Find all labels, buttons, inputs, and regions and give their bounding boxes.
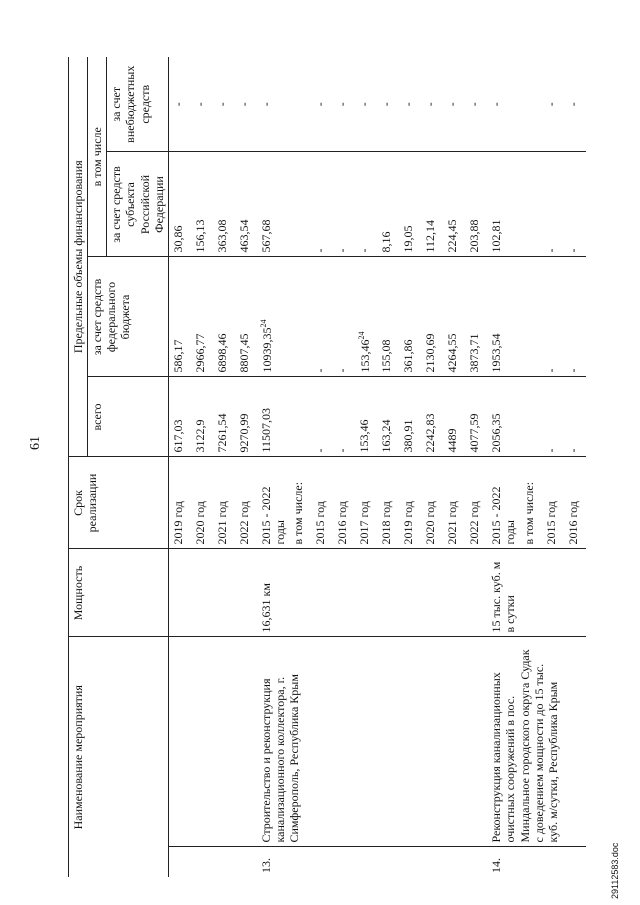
row-offbudget: -: [313, 102, 328, 107]
table-row: [168, 57, 191, 877]
row-offbudget: -: [335, 102, 350, 107]
header-subject: за счет средств субъекта Российской Федерации: [107, 152, 169, 257]
row-total: -: [333, 377, 355, 457]
row-subject: -: [564, 152, 586, 257]
header-name: Наименование мероприятия: [69, 637, 169, 877]
header-limits: Предельные объемы финансирования: [69, 57, 88, 457]
row-period: 2022 год: [465, 457, 487, 549]
row-period: 2019 год: [168, 457, 191, 549]
row-subject: 102,81: [487, 152, 519, 257]
row-name: [235, 637, 257, 847]
row-total: -: [311, 377, 333, 457]
federal-value: 10939,35: [259, 327, 274, 373]
row-total: [289, 377, 311, 457]
federal-value: 6898,46: [214, 333, 229, 373]
row-period: 2015 год: [542, 457, 564, 549]
row-federal: [520, 257, 542, 377]
federal-value: 2966,77: [192, 333, 207, 373]
row-total: 153,46: [355, 377, 377, 457]
row-capacity: [213, 549, 235, 637]
row-offbudget: -: [467, 102, 482, 107]
row-total: -: [542, 377, 564, 457]
row-total: 7261,54: [213, 377, 235, 457]
row-number: [168, 847, 191, 877]
row-subject: -: [542, 152, 564, 257]
row-total: 4077,59: [465, 377, 487, 457]
row-federal: [213, 257, 235, 377]
row-period: в том числе:: [289, 457, 311, 549]
header-offbudget: за счет внебюджетных средств: [107, 57, 169, 152]
row-name: Реконструкция канализационных очистных сооружений в пос. Миндальное городского округа Судак с доведением мощности до 15 тыс. куб. м/сутки, Республика Крым: [487, 637, 585, 847]
row-capacity: [235, 549, 257, 637]
row-offbudget: -: [445, 102, 460, 107]
row-federal: [542, 257, 564, 377]
row-subject: 224,45: [443, 152, 465, 257]
row-federal: [168, 257, 191, 377]
row-offbudget: -: [379, 102, 394, 107]
row-period: 2018 год: [377, 457, 399, 549]
federal-value: 2130,69: [423, 333, 438, 373]
row-number: [465, 847, 487, 877]
row-period: 2021 год: [213, 457, 235, 549]
row-period: 2020 год: [191, 457, 213, 549]
row-total: 9270,99: [235, 377, 257, 457]
row-period: в том числе:: [520, 457, 542, 549]
table-row: [191, 57, 213, 877]
header-capacity: Мощность: [69, 549, 169, 637]
header-federal: за счет средств федерального бюджета: [88, 257, 169, 377]
row-capacity: [191, 549, 213, 637]
row-federal: [377, 257, 399, 377]
financing-table: [68, 57, 586, 877]
row-subject: [520, 152, 542, 257]
row-number: [421, 847, 443, 877]
header-total: всего: [88, 377, 169, 457]
federal-value: 1953,54: [489, 333, 504, 373]
row-federal: [465, 257, 487, 377]
federal-value: -: [543, 368, 558, 373]
header-incl: в том числе: [88, 57, 107, 257]
row-total: 2242,83: [421, 377, 443, 457]
row-number: [311, 847, 333, 877]
row-capacity: 16,631 км: [257, 549, 487, 637]
row-subject: 30,86: [168, 152, 191, 257]
row-total: 163,24: [377, 377, 399, 457]
row-subject: 463,54: [235, 152, 257, 257]
federal-value: 4264,55: [445, 333, 460, 373]
row-offbudget: -: [170, 102, 185, 107]
row-offbudget: -: [357, 102, 372, 107]
row-period: 2021 год: [443, 457, 465, 549]
page-number: 61: [28, 436, 43, 450]
row-subject: -: [333, 152, 355, 257]
row-offbudget: -: [258, 102, 273, 107]
row-federal: [355, 257, 377, 377]
federal-value: -: [313, 368, 328, 373]
row-subject: 203,88: [465, 152, 487, 257]
row-number: [191, 847, 213, 877]
footnote-marker: 24: [357, 331, 367, 340]
federal-value: -: [335, 368, 350, 373]
row-number: [443, 847, 465, 877]
table-row: [213, 57, 235, 877]
row-federal: [487, 257, 519, 377]
row-subject: 567,68: [257, 152, 289, 257]
row-subject: 363,08: [213, 152, 235, 257]
row-period: 2015 - 2022 годы: [487, 457, 519, 549]
row-name: [191, 637, 213, 847]
row-federal: [421, 257, 443, 377]
row-total: 3122,9: [191, 377, 213, 457]
row-number: [377, 847, 399, 877]
row-period: 2016 год: [333, 457, 355, 549]
row-offbudget: -: [423, 102, 438, 107]
row-federal: [289, 257, 311, 377]
row-period: 2017 год: [355, 457, 377, 549]
row-federal: [564, 257, 586, 377]
row-total: 380,91: [399, 377, 421, 457]
row-subject: 112,14: [421, 152, 443, 257]
row-offbudget: -: [236, 102, 251, 107]
row-total: 11507,03: [257, 377, 289, 457]
row-total: 4489: [443, 377, 465, 457]
row-number: [564, 847, 586, 877]
row-period: 2019 год: [399, 457, 421, 549]
row-federal: [257, 257, 289, 377]
row-offbudget: -: [192, 102, 207, 107]
row-offbudget: -: [489, 102, 504, 107]
table-row: [235, 57, 257, 877]
row-total: 617,03: [168, 377, 191, 457]
row-total: 2056,35: [487, 377, 519, 457]
row-offbudget: -: [401, 102, 416, 107]
row-period: 2015 - 2022 годы: [257, 457, 289, 549]
row-total: -: [564, 377, 586, 457]
federal-value: 361,86: [401, 339, 416, 373]
row-number: [399, 847, 421, 877]
row-offbudget: [520, 57, 542, 152]
federal-value: 155,08: [379, 339, 394, 373]
row-subject: 19,05: [399, 152, 421, 257]
row-number: 13.: [257, 847, 289, 877]
table-row: [257, 57, 289, 877]
row-federal: [235, 257, 257, 377]
row-federal: [311, 257, 333, 377]
row-subject: 8,16: [377, 152, 399, 257]
row-federal: [191, 257, 213, 377]
row-number: [333, 847, 355, 877]
row-subject: 156,13: [191, 152, 213, 257]
row-number: [289, 847, 311, 877]
row-offbudget: -: [543, 102, 558, 107]
row-offbudget: -: [214, 102, 229, 107]
row-subject: -: [355, 152, 377, 257]
federal-value: -: [565, 368, 580, 373]
row-name: Строительство и реконструкция канализационного коллектора, г. Симферополь, Республика Крым: [257, 637, 487, 847]
row-period: 2022 год: [235, 457, 257, 549]
row-number: [542, 847, 564, 877]
row-period: 2020 год: [421, 457, 443, 549]
row-name: [168, 637, 191, 847]
row-offbudget: [289, 57, 311, 152]
row-total: [520, 377, 542, 457]
row-subject: -: [311, 152, 333, 257]
document-id: 29112583.doc: [610, 842, 620, 899]
footnote-marker: 24: [258, 319, 268, 328]
row-offbudget: -: [565, 102, 580, 107]
federal-value: 153,46: [358, 339, 373, 373]
row-number: [520, 847, 542, 877]
row-subject: [289, 152, 311, 257]
table-row: [487, 57, 519, 877]
federal-value: 3873,71: [467, 333, 482, 373]
row-period: 2015 год: [311, 457, 333, 549]
row-name: [213, 637, 235, 847]
row-number: 14.: [487, 847, 519, 877]
row-federal: [399, 257, 421, 377]
row-number: [355, 847, 377, 877]
row-federal: [333, 257, 355, 377]
federal-value: 586,17: [170, 339, 185, 373]
row-number: [213, 847, 235, 877]
row-capacity: [168, 549, 191, 637]
row-federal: [443, 257, 465, 377]
row-number: [235, 847, 257, 877]
row-period: 2016 год: [564, 457, 586, 549]
row-capacity: 15 тыс. куб. м в сутки: [487, 549, 585, 637]
header-period: Срок реализации: [69, 457, 169, 549]
federal-value: 8807,45: [236, 333, 251, 373]
